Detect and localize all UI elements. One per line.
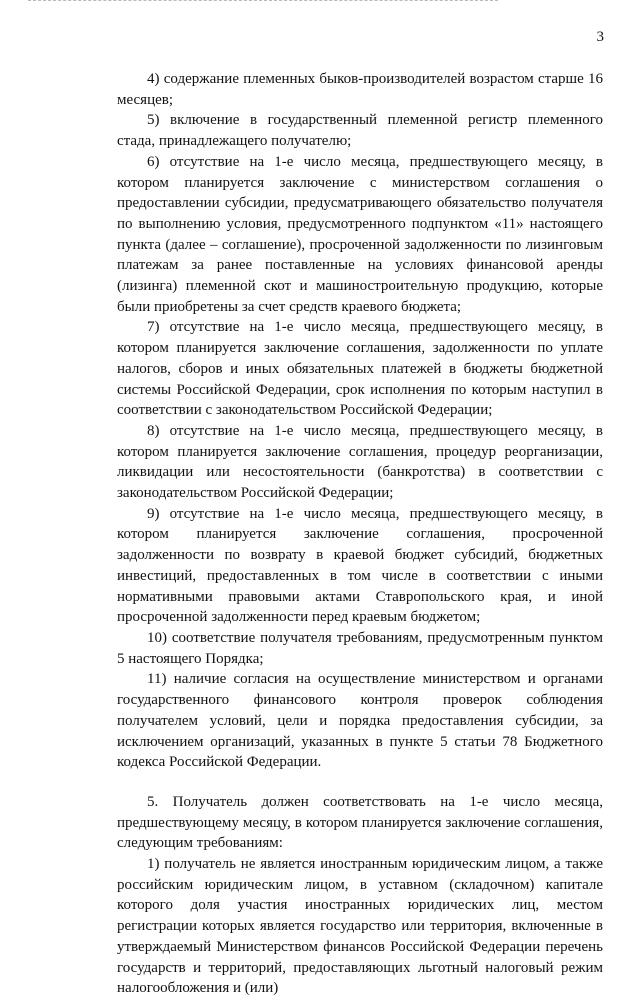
top-scan-rule [28, 0, 498, 1]
section-5-item-1: 1) получатель не является иностранным юридическим лицом, а также российским юридическим лицом, в уставном (складочном) капитале которого доля участия иностранных юридических лиц, местом регистрации которых является государство или территория, включенные в утверждаемый Министерством финансов Российской Федерации перечень государств и территорий, предоставляющих льготный налоговый режим налогообложения и (или) [117, 856, 603, 997]
paragraph-item-4: 4) содержание племенных быков-производителей возрастом старше 16 месяцев; [117, 71, 603, 108]
page-number: 3 [596, 29, 604, 45]
paragraph-item-6: 6) отсутствие на 1-е число месяца, предшествующего месяцу, в котором планируется заключение с министерством соглашения о предоставлении субсидии, предусматривающего обязательство получателя по выполнению условия, предусмотренного подпунктом «11» настоящего пункта (далее – соглашение), просроченной задолженности по лизинговым платежам за ранее поставленные на условиях финансовой аренды (лизинга) племенной скот и машиностроительную продукцию, которые были приобретены за счет средств краевого бюджета; [117, 153, 603, 315]
paragraph-item-9: 9) отсутствие на 1-е число месяца, предшествующего месяцу, в котором планируется заключение соглашения, просроченной задолженности по возврату в краевой бюджет субсидий, бюджетных инвестиций, предоставленных в том числе в соответствии с иными нормативными правовыми актами Ставропольского края, и иной просроченной задолженности перед краевым бюджетом; [117, 505, 603, 626]
paragraph-item-10: 10) соответствие получателя требованиям, предусмотренным пунктом 5 настоящего Порядка; [117, 629, 603, 667]
section-5-intro: 5. Получатель должен соответствовать на 1-е число месяца, предшествующему месяцу, в котором планируется заключение соглашения, следующим требованиям: [117, 793, 603, 852]
paragraph-item-7: 7) отсутствие на 1-е число месяца, предшествующего месяцу, в котором планируется заключение соглашения, задолженности по уплате налогов, сборов и иных обязательных платежей в бюджеты бюджетной системы Российской Федерации, срок исполнения по которым наступил в соответствии с законодательством Российской Федерации; [117, 319, 603, 419]
document-body [117, 69, 603, 999]
section-spacer [117, 773, 603, 792]
paragraph-item-11: 11) наличие согласия на осуществление министерством и органами государственного финансового контроля проверок соблюдения получателем условий, цели и порядка предоставления субсидии, за исключением организаций, указанных в пункте 5 статьи 78 Бюджетного кодекса Российской Федерации. [117, 671, 603, 771]
paragraph-item-8: 8) отсутствие на 1-е число месяца, предшествующего месяцу, в котором планируется заключение соглашения, процедур реорганизации, ликвидации или несостоятельности (банкротства) в соответствии с законодательством Российской Федерации; [117, 422, 603, 502]
paragraph-item-5: 5) включение в государственный племенной регистр племенного стада, принадлежащего получателю; [117, 112, 603, 150]
